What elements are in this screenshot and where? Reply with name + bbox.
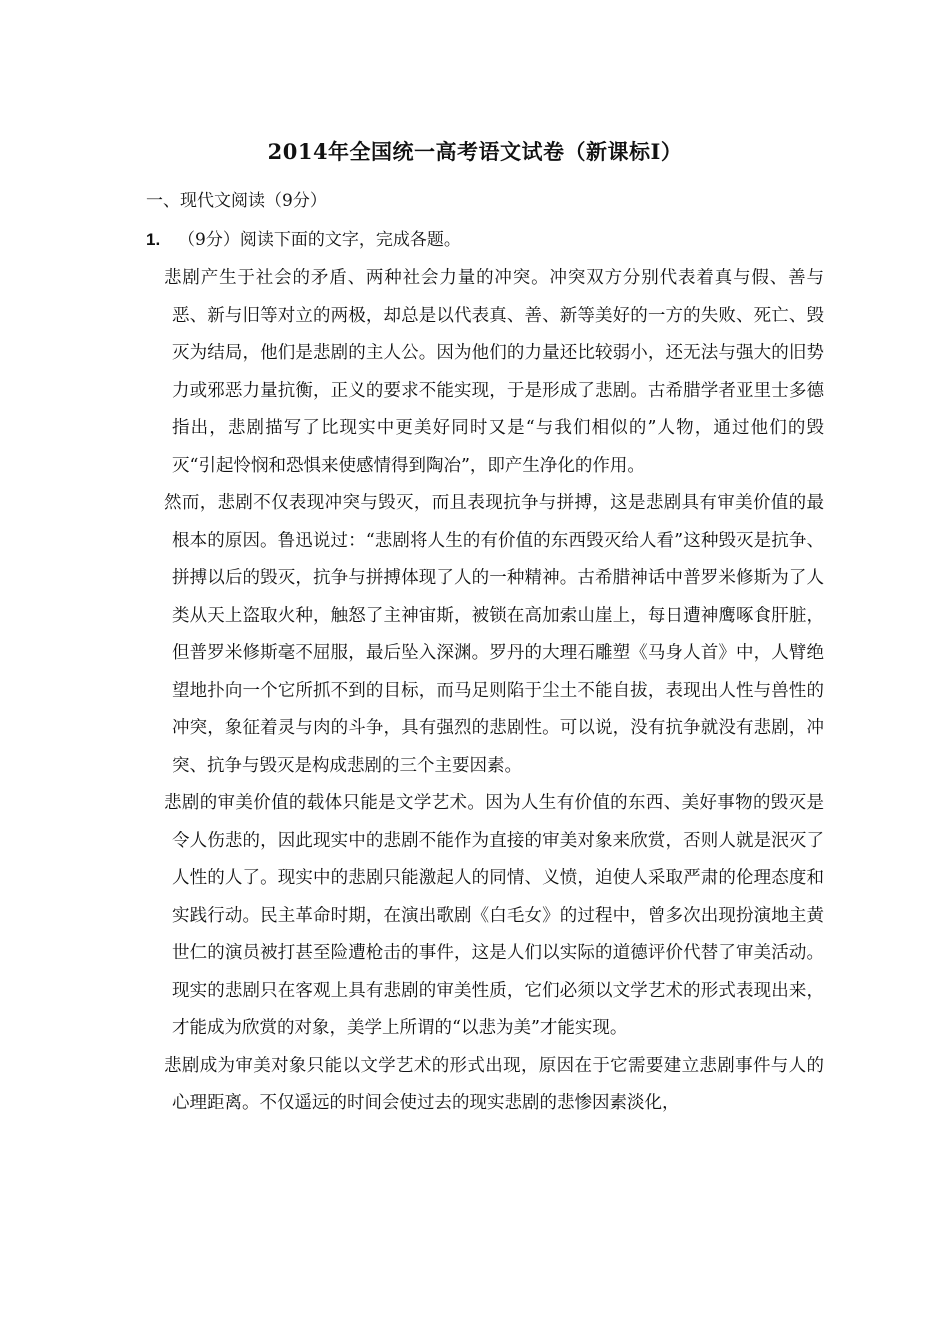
question-prompt: （9分）阅读下面的文字，完成各题。 xyxy=(178,230,461,250)
passage-paragraph-2: 然而，悲剧不仅表现冲突与毁灭，而且表现抗争与拼搏，这是悲剧具有审美价值的最根本的原因。鲁迅说过：“悲剧将人生的有价值的东西毁灭给人看”这种毁灭是抗争、拼搏以后的毁灭，抗争与拼搏体现了人的一种精神。古希腊神话中普罗米修斯为了人类从天上盗取火种，触怒了主神宙斯，被锁在高加索山崖上，每日遭神鹰啄食肝脏，但普罗米修斯毫不屈服，最后坠入深渊。罗丹的大理石雕塑《马身人首》中，人臂绝望地扑向一个它所抓不到的目标，而马足则陷于尘土不能自拔，表现出人性与兽性的冲突，象征着灵与肉的斗争，具有强烈的悲剧性。可以说，没有抗争就没有悲剧，冲突、抗争与毁灭是构成悲剧的三个主要因素。 xyxy=(164,493,824,776)
passage-paragraph-4: 悲剧成为审美对象只能以文学艺术的形式出现，原因在于它需要建立悲剧事件与人的心理距离。不仅遥远的时间会使过去的现实悲剧的悲惨因素淡化， xyxy=(164,1055,824,1113)
question-number: 1. xyxy=(146,230,161,249)
reading-passage xyxy=(164,260,824,1123)
passage-paragraph-1: 悲剧产生于社会的矛盾、两种社会力量的冲突。冲突双方分别代表着真与假、善与恶、新与旧等对立的两极，却总是以代表真、善、新等美好的一方的失败、死亡、毁灭为结局，他们是悲剧的主人公。因为他们的力量还比较弱小，还无法与强大的旧势力或邪恶力量抗衡，正义的要求不能实现，于是形成了悲剧。古希腊学者亚里士多德指出，悲剧描写了比现实中更美好同时又是“与我们相似的”人物，通过他们的毁灭“引起怜悯和恐惧来使感情得到陶冶”，即产生净化的作用。 xyxy=(164,268,824,476)
passage-paragraph-3: 悲剧的审美价值的载体只能是文学艺术。因为人生有价值的东西、美好事物的毁灭是令人伤悲的，因此现实中的悲剧不能作为直接的审美对象来欣赏，否则人就是泯灭了人性的人了。现实中的悲剧只能激起人的同情、义愤，迫使人采取严肃的伦理态度和实践行动。民主革命时期，在演出歌剧《白毛女》的过程中，曾多次出现扮演地主黄世仁的演员被打甚至险遭枪击的事件，这是人们以实际的道德评价代替了审美活动。现实的悲剧只在客观上具有悲剧的审美性质，它们必须以文学艺术的形式表现出来，才能成为欣赏的对象，美学上所谓的“以悲为美”才能实现。 xyxy=(164,793,824,1038)
document-title: 2014年全国统一高考语文试卷（新课标Ⅰ） xyxy=(267,139,683,164)
question-header xyxy=(146,225,461,250)
section-heading: 一、现代文阅读（9分） xyxy=(146,191,327,211)
